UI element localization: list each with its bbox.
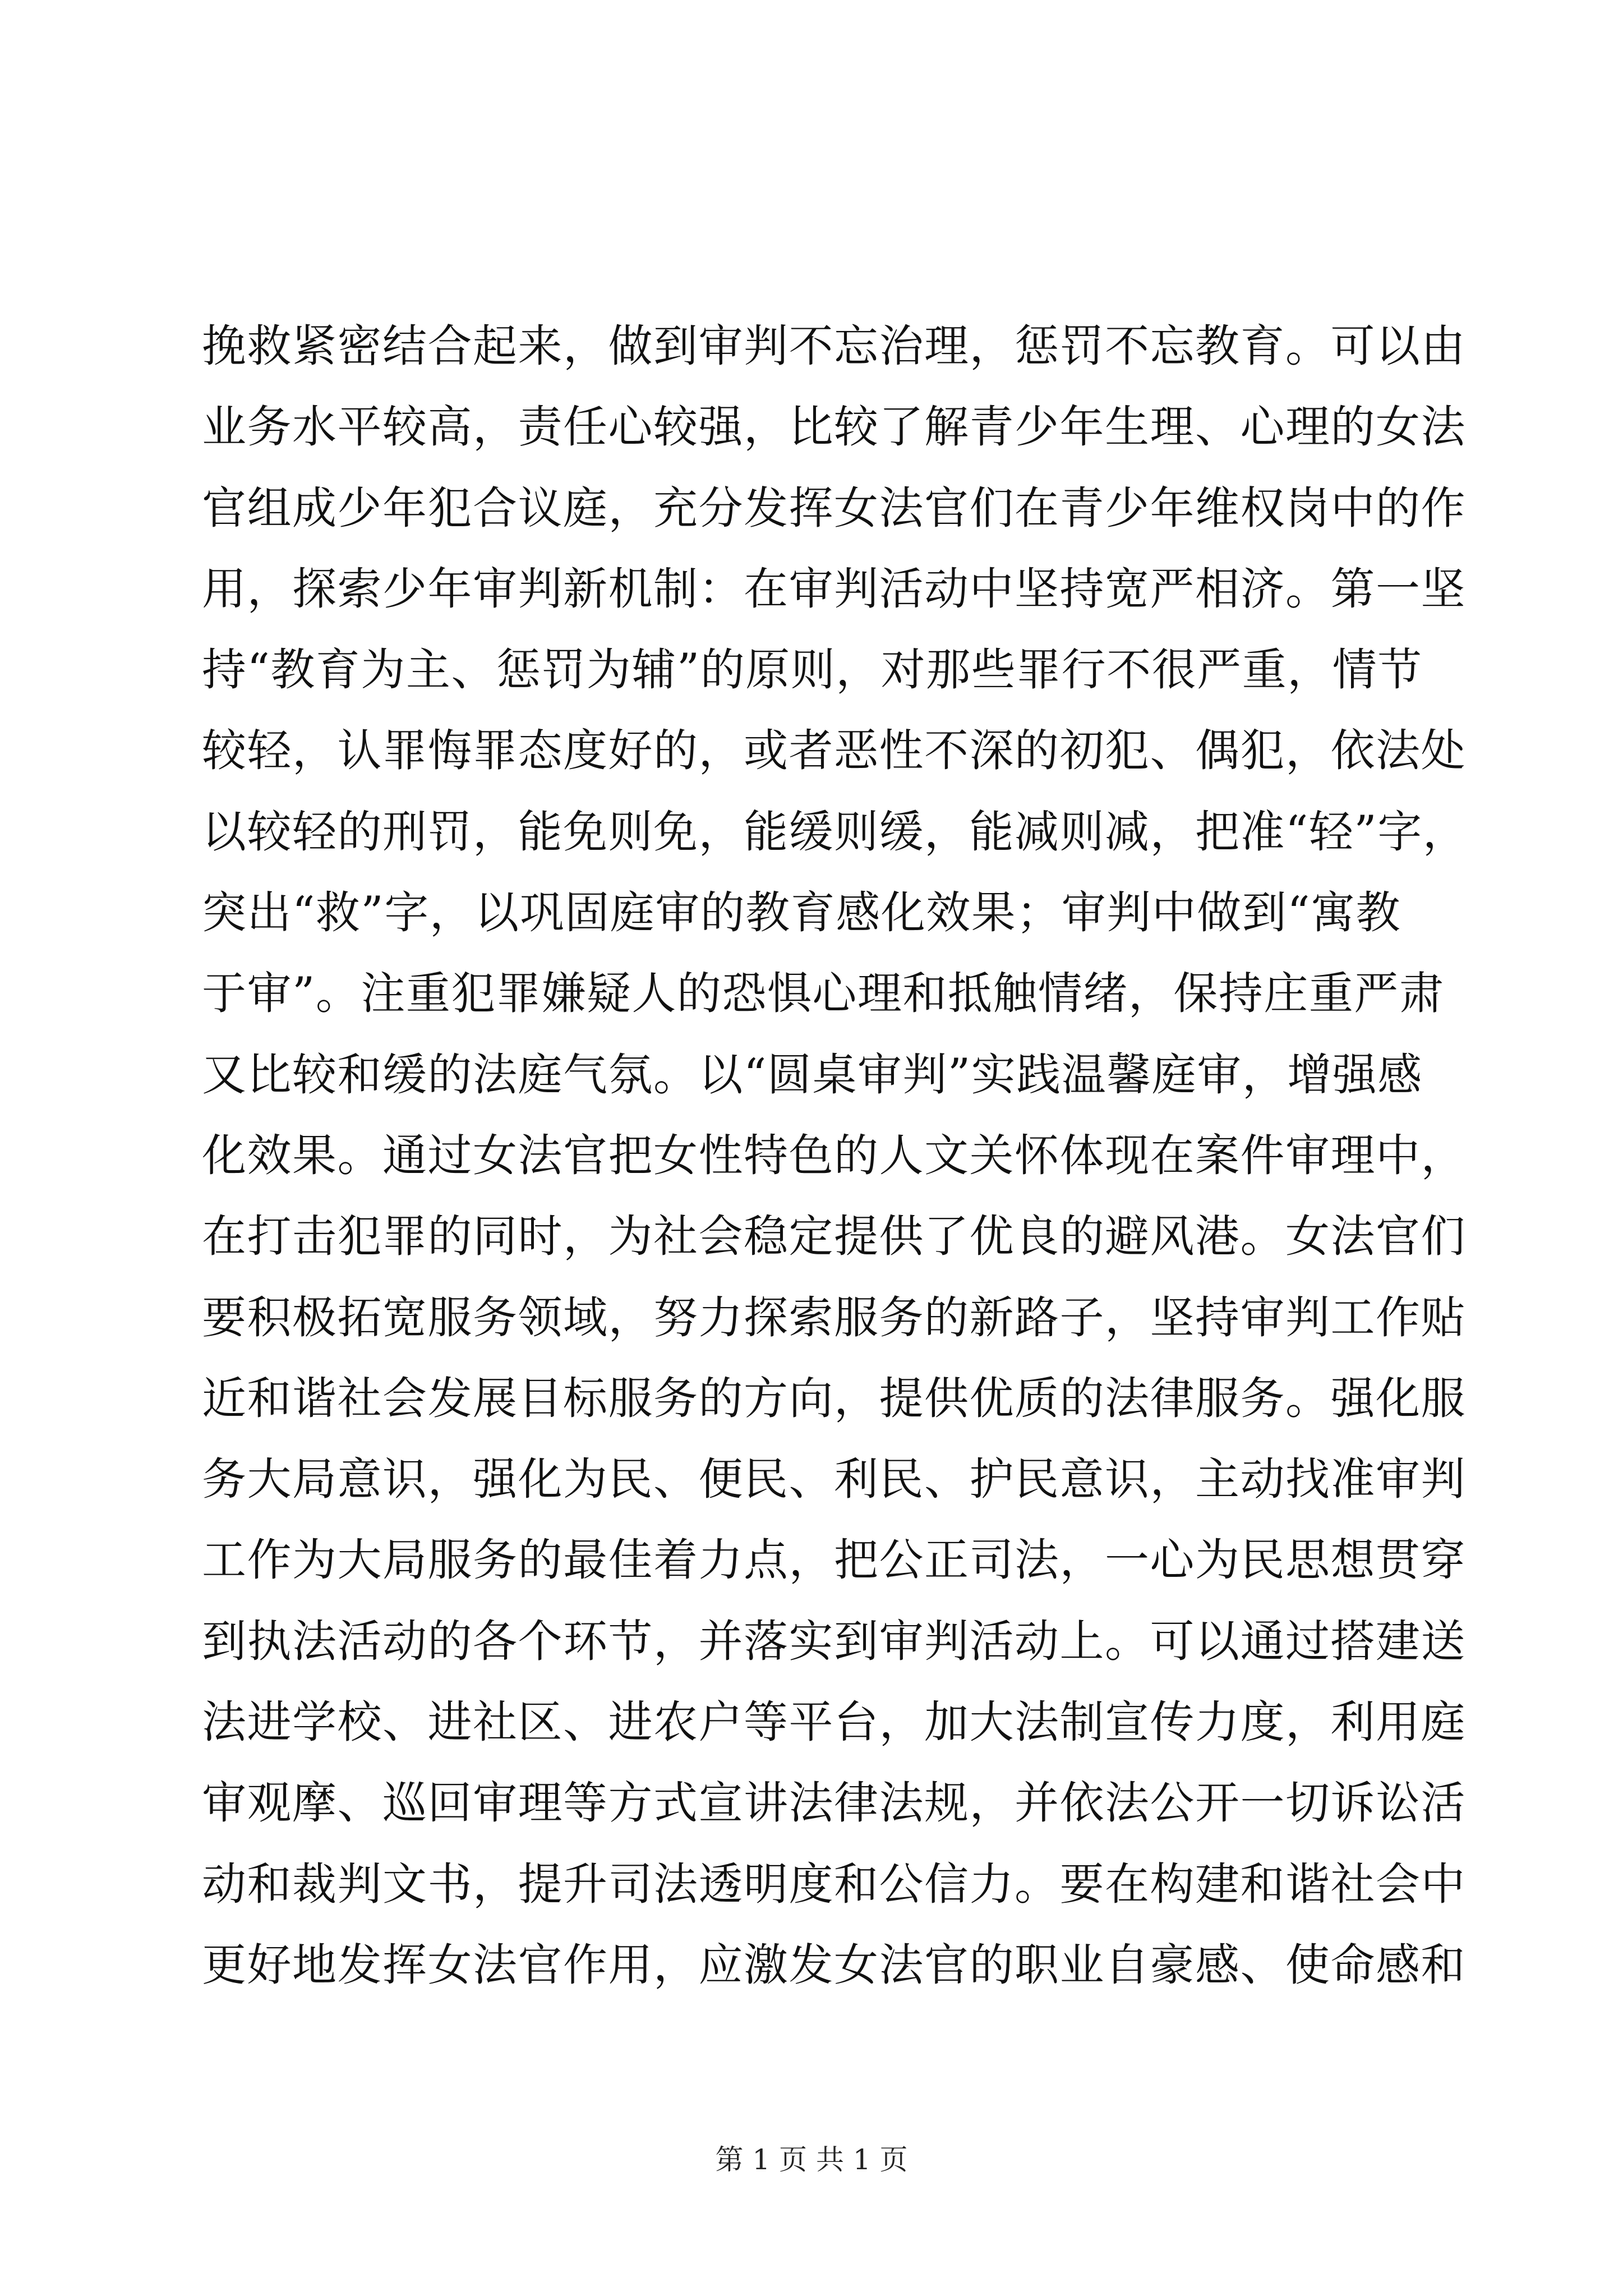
text-line: 挽救紧密结合起来，做到审判不忘治理，惩罚不忘教育。可以由 [202,320,1466,372]
body-text [202,306,1468,2005]
text-line: 于审”。注重犯罪嫌疑人的恐惧心理和抵触情绪，保持庄重严肃 [202,968,1445,1020]
text-line: 务大局意识，强化为民、便民、利民、护民意识，主动找准审判 [202,1453,1466,1506]
page-number-label: 第 1 页 共 1 页 [715,2143,908,2176]
text-line: 官组成少年犯合议庭，充分发挥女法官们在青少年维权岗中的作 [202,482,1466,534]
text-line: 又比较和缓的法庭气氛。以“圆桌审判”实践温馨庭审，增强感 [202,1048,1423,1101]
text-line: 到执法活动的各个环节，并落实到审判活动上。可以通过搭建送 [202,1615,1466,1667]
text-line: 化效果。通过女法官把女性特色的人文关怀体现在案件审理中， [202,1129,1466,1181]
text-line: 要积极拓宽服务领域，努力探索服务的新路子，坚持审判工作贴 [202,1291,1466,1343]
text-line: 以较轻的刑罚，能免则免，能缓则缓，能减则减，把准“轻”字， [202,806,1468,858]
text-line: 近和谐社会发展目标服务的方向，提供优质的法律服务。强化服 [202,1372,1466,1424]
text-line: 持“教育为主、惩罚为辅”的原则，对那些罪行不很严重，情节 [202,644,1423,696]
text-line: 用，探索少年审判新机制：在审判活动中坚持宽严相济。第一坚 [202,563,1466,615]
text-line: 审观摩、巡回审理等方式宣讲法律法规，并依法公开一切诉讼活 [202,1777,1466,1829]
text-line: 业务水平较高，责任心较强，比较了解青少年生理、心理的女法 [202,401,1466,453]
text-line: 动和裁判文书，提升司法透明度和公信力。要在构建和谐社会中 [202,1858,1466,1910]
text-line: 工作为大局服务的最佳着力点，把公正司法，一心为民思想贯穿 [202,1534,1466,1586]
page-footer [0,2143,1623,2177]
text-line: 法进学校、进社区、进农户等平台，加大法制宣传力度，利用庭 [202,1696,1466,1749]
text-line: 在打击犯罪的同时，为社会稳定提供了优良的避风港。女法官们 [202,1211,1466,1263]
text-line: 更好地发挥女法官作用，应激发女法官的职业自豪感、使命感和 [202,1939,1466,1991]
text-line: 较轻，认罪悔罪态度好的，或者恶性不深的初犯、偶犯，依法处 [202,725,1466,777]
text-line: 突出“救”字，以巩固庭审的教育感化效果；审判中做到“寓教 [202,887,1401,939]
